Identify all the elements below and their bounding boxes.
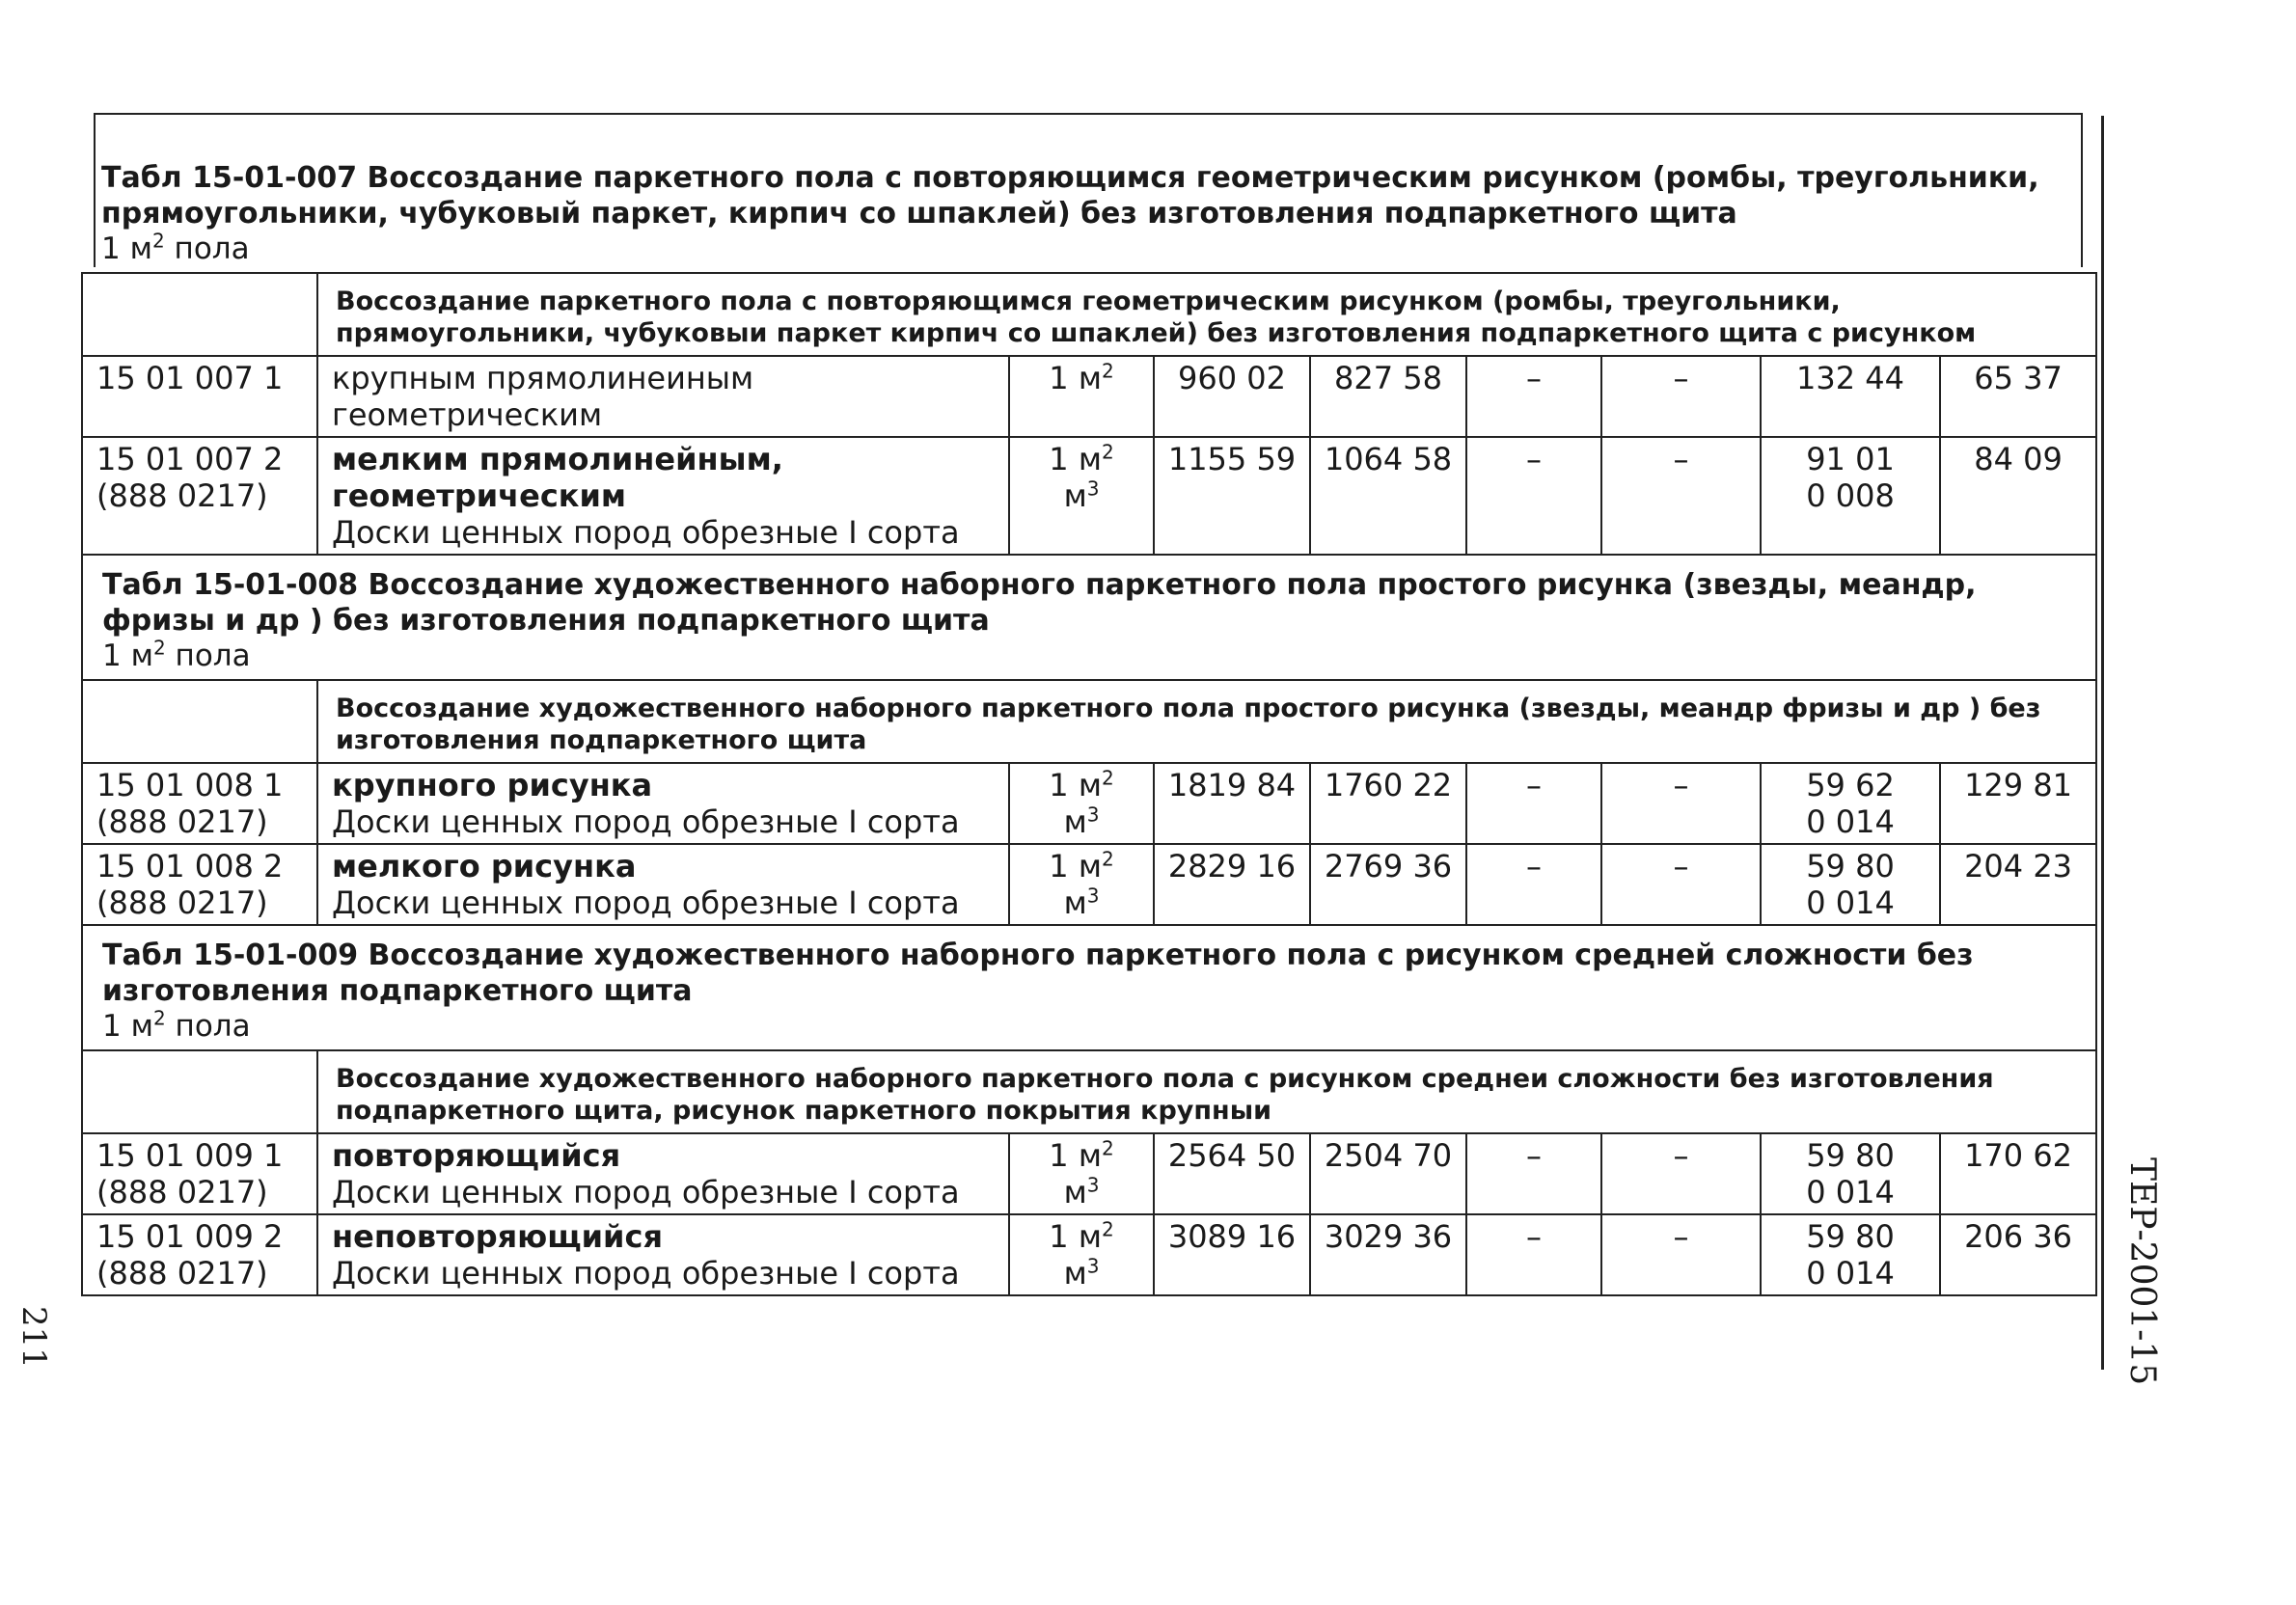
material-name: Доски ценных пород обрезные I сорта	[332, 1255, 960, 1292]
labor-cost: 170 62	[1964, 1137, 2073, 1174]
wage-cost-cell	[1310, 356, 1466, 437]
section-header-row	[82, 1050, 2096, 1133]
unit-secondary-base: м	[1063, 803, 1087, 840]
table-title-cell	[82, 925, 2096, 1050]
wage-cost-cell	[1310, 844, 1466, 925]
unit-primary-base: 1 м	[1049, 441, 1102, 477]
wage-cost: 1760 22	[1324, 767, 1453, 803]
rate-code: 15 01 007 2	[96, 441, 284, 477]
labor-cell	[1940, 356, 2096, 437]
work-name: мелким прямолинейным, геометрическим	[332, 441, 783, 514]
machine-cost-cell	[1466, 1214, 1601, 1295]
machine-cost: –	[1526, 441, 1542, 477]
measure-unit-exponent: 2	[152, 1006, 166, 1030]
labor-cost: 129 81	[1964, 767, 2073, 803]
frame-top-line	[94, 113, 2081, 115]
total-cost: 960 02	[1178, 360, 1286, 396]
code-cell	[82, 356, 317, 437]
machine-cost: –	[1526, 767, 1542, 803]
measure-unit-suffix: пола	[164, 231, 250, 266]
driver-wage-cell	[1601, 437, 1761, 555]
driver-wage-cell	[1601, 844, 1761, 925]
table-title: Табл 15-01-008 Воссоздание художественного наборного паркетного пола простого рисунка (звезды, меандр, фризы и др ) без изготовления подпаркетного щита	[102, 568, 1977, 638]
materials-cost: 59 80	[1806, 1218, 1895, 1255]
labor-cell	[1940, 437, 2096, 555]
material-name: Доски ценных пород обрезные I сорта	[332, 514, 960, 551]
labor-cost: 204 23	[1964, 848, 2073, 884]
table-title-row	[82, 145, 2096, 273]
table-title-cell	[82, 555, 2096, 680]
material-name: Доски ценных пород обрезные I сорта	[332, 884, 960, 921]
unit-cell	[1009, 437, 1154, 555]
section-header	[317, 680, 2096, 763]
total-cost: 2564 50	[1167, 1137, 1297, 1174]
unit-secondary-base: м	[1063, 1255, 1087, 1292]
unit-primary-exponent: 2	[1101, 766, 1114, 790]
section-header-text: Воссоздание художественного наборного паркетного пола простого рисунка (звезды, меандр фризы и др ) без изготовления подпаркетного щита	[336, 694, 2041, 755]
unit-primary-base: 1 м	[1049, 1218, 1102, 1255]
section-header-row	[82, 273, 2096, 356]
material-name: Доски ценных пород обрезные I сорта	[332, 803, 960, 840]
material-quantity: 0 014	[1806, 1255, 1895, 1292]
unit-secondary-exponent: 3	[1086, 802, 1100, 827]
driver-wage: –	[1673, 441, 1689, 477]
table-row	[82, 356, 2096, 437]
name-cell	[317, 437, 1009, 555]
wage-cost: 3029 36	[1324, 1218, 1453, 1255]
unit-primary-base: 1 м	[1049, 767, 1102, 803]
unit-cell	[1009, 356, 1154, 437]
materials-cost-cell	[1761, 437, 1940, 555]
total-cost: 1155 59	[1167, 441, 1297, 477]
table-title: Табл 15-01-009 Воссоздание художественного наборного паркетного пола с рисунком средней сложности без изготовления подпаркетного щита	[102, 939, 1974, 1008]
unit-cell	[1009, 844, 1154, 925]
unit-primary-exponent: 2	[1101, 359, 1114, 383]
code-cell	[82, 1133, 317, 1214]
driver-wage: –	[1673, 1137, 1689, 1174]
unit-secondary	[1010, 884, 1153, 921]
wage-cost: 2504 70	[1324, 1137, 1453, 1174]
wage-cost: 827 58	[1334, 360, 1442, 396]
unit-primary-exponent: 2	[1101, 1217, 1114, 1241]
unit-primary	[1010, 767, 1153, 803]
unit-secondary-base: м	[1063, 884, 1087, 921]
code-cell	[82, 1214, 317, 1295]
unit-cell	[1009, 763, 1154, 844]
section-header	[317, 273, 2096, 356]
unit-primary-exponent: 2	[1101, 847, 1114, 871]
work-name: неповторяющийся	[332, 1218, 663, 1255]
resource-code: (888 0217)	[96, 803, 268, 840]
measure-unit	[102, 1006, 2095, 1044]
labor-cell	[1940, 1133, 2096, 1214]
wage-cost-cell	[1310, 1133, 1466, 1214]
code-cell	[82, 844, 317, 925]
materials-cost-cell	[1761, 1133, 1940, 1214]
labor-cell	[1940, 763, 2096, 844]
material-quantity: 0 008	[1806, 477, 1895, 514]
unit-primary-exponent: 2	[1101, 440, 1114, 464]
machine-cost: –	[1526, 1218, 1542, 1255]
labor-cost: 84 09	[1974, 441, 2063, 477]
driver-wage-cell	[1601, 763, 1761, 844]
table-row	[82, 844, 2096, 925]
section-header-text: Воссоздание художественного наборного паркетного пола с рисунком среднеи сложности без изготовления подпаркетного щита, рисунок паркетного покрытия крупныи	[336, 1064, 1994, 1126]
measure-unit-exponent: 2	[152, 636, 166, 660]
materials-cost: 59 80	[1806, 1137, 1895, 1174]
section-header-row	[82, 680, 2096, 763]
wage-cost-cell	[1310, 1214, 1466, 1295]
resource-code: (888 0217)	[96, 884, 268, 921]
material-quantity: 0 014	[1806, 1174, 1895, 1211]
section-header-text: Воссоздание паркетного пола с повторяющимся геометрическим рисунком (ромбы, треугольники, прямоугольники, чубуковыи паркет кирпич со шпаклей) без изготовления подпаркетного щита с рисунком	[336, 286, 1977, 348]
total-cost-cell	[1154, 437, 1310, 555]
unit-primary-base: 1 м	[1049, 848, 1102, 884]
table-title: Табл 15-01-007 Воссоздание паркетного пола с повторяющимся геометрическим рисунком (ромбы, треугольники, прямоугольники, чубуковый паркет, кирпич со шпаклей) без изготовления подпаркетного щита	[101, 161, 2039, 231]
total-cost: 2829 16	[1167, 848, 1297, 884]
labor-cost: 65 37	[1974, 360, 2063, 396]
materials-cost: 59 62	[1806, 767, 1895, 803]
measure-unit-suffix: пола	[165, 639, 251, 673]
wage-cost: 2769 36	[1324, 848, 1453, 884]
name-cell	[317, 356, 1009, 437]
unit-secondary	[1010, 1174, 1153, 1211]
work-name: повторяющийся	[332, 1137, 621, 1174]
labor-cell	[1940, 1214, 2096, 1295]
materials-cost: 91 01	[1806, 441, 1895, 477]
document-code-label: ТЕР-2001-15	[2122, 1157, 2162, 1386]
total-cost-cell	[1154, 356, 1310, 437]
machine-cost-cell	[1466, 356, 1601, 437]
measure-unit-prefix: 1 м	[102, 1009, 153, 1044]
rate-code: 15 01 009 1	[96, 1137, 284, 1174]
total-cost-cell	[1154, 1214, 1310, 1295]
rates-table	[81, 145, 2097, 1296]
driver-wage-cell	[1601, 1133, 1761, 1214]
name-cell	[317, 844, 1009, 925]
measure-unit-prefix: 1 м	[102, 639, 153, 673]
binding-line	[2101, 116, 2104, 1370]
work-name: мелкого рисунка	[332, 848, 637, 884]
code-cell	[82, 437, 317, 555]
measure-unit-suffix: пола	[165, 1009, 251, 1044]
rate-code: 15 01 009 2	[96, 1218, 284, 1255]
wage-cost-cell	[1310, 437, 1466, 555]
rate-code: 15 01 008 2	[96, 848, 284, 884]
total-cost-cell	[1154, 844, 1310, 925]
rate-code: 15 01 008 1	[96, 767, 284, 803]
measure-unit-prefix: 1 м	[101, 231, 152, 266]
code-cell	[82, 763, 317, 844]
wage-cost: 1064 58	[1324, 441, 1453, 477]
materials-cost: 132 44	[1796, 360, 1904, 396]
machine-cost: –	[1526, 1137, 1542, 1174]
unit-secondary-exponent: 3	[1086, 884, 1100, 908]
blank-cell	[82, 273, 317, 356]
unit-secondary	[1010, 803, 1153, 840]
name-cell	[317, 1214, 1009, 1295]
resource-code: (888 0217)	[96, 1255, 268, 1292]
table-title-cell	[82, 145, 2096, 273]
material-quantity: 0 014	[1806, 884, 1895, 921]
unit-primary-base: 1 м	[1049, 1137, 1102, 1174]
unit-primary	[1010, 1137, 1153, 1174]
measure-unit	[101, 231, 2096, 266]
material-quantity: 0 014	[1806, 803, 1895, 840]
machine-cost: –	[1526, 360, 1542, 396]
measure-unit-exponent: 2	[151, 229, 165, 253]
resource-code: (888 0217)	[96, 477, 268, 514]
table-title-row	[82, 925, 2096, 1050]
labor-cell	[1940, 844, 2096, 925]
unit-primary-base: 1 м	[1049, 360, 1102, 396]
table-row	[82, 437, 2096, 555]
unit-primary	[1010, 1218, 1153, 1255]
driver-wage: –	[1673, 1218, 1689, 1255]
driver-wage: –	[1673, 767, 1689, 803]
unit-secondary	[1010, 1255, 1153, 1292]
name-cell	[317, 1133, 1009, 1214]
materials-cost-cell	[1761, 1214, 1940, 1295]
driver-wage-cell	[1601, 356, 1761, 437]
page-number: 211	[14, 1306, 53, 1369]
materials-cost-cell	[1761, 844, 1940, 925]
total-cost-cell	[1154, 763, 1310, 844]
machine-cost-cell	[1466, 1133, 1601, 1214]
table-row	[82, 1133, 2096, 1214]
table-title-row	[82, 555, 2096, 680]
driver-wage: –	[1673, 360, 1689, 396]
unit-primary-exponent: 2	[1101, 1136, 1114, 1160]
materials-cost: 59 80	[1806, 848, 1895, 884]
unit-secondary-base: м	[1063, 1174, 1087, 1211]
section-header	[317, 1050, 2096, 1133]
wage-cost-cell	[1310, 763, 1466, 844]
table-row	[82, 1214, 2096, 1295]
unit-cell	[1009, 1214, 1154, 1295]
unit-primary	[1010, 441, 1153, 477]
blank-cell	[82, 680, 317, 763]
work-name: крупного рисунка	[332, 767, 653, 803]
driver-wage: –	[1673, 848, 1689, 884]
unit-primary	[1010, 360, 1153, 396]
unit-cell	[1009, 1133, 1154, 1214]
rate-code: 15 01 007 1	[96, 360, 284, 396]
unit-secondary	[1010, 477, 1153, 514]
work-name: крупным прямолинеиным геометрическим	[332, 360, 754, 433]
materials-cost-cell	[1761, 763, 1940, 844]
unit-secondary-exponent: 3	[1086, 476, 1100, 501]
unit-primary	[1010, 848, 1153, 884]
material-name: Доски ценных пород обрезные I сорта	[332, 1174, 960, 1211]
machine-cost-cell	[1466, 437, 1601, 555]
unit-secondary-exponent: 3	[1086, 1254, 1100, 1278]
machine-cost-cell	[1466, 844, 1601, 925]
total-cost-cell	[1154, 1133, 1310, 1214]
total-cost: 3089 16	[1167, 1218, 1297, 1255]
total-cost: 1819 84	[1167, 767, 1297, 803]
machine-cost: –	[1526, 848, 1542, 884]
resource-code: (888 0217)	[96, 1174, 268, 1211]
materials-cost-cell	[1761, 356, 1940, 437]
driver-wage-cell	[1601, 1214, 1761, 1295]
labor-cost: 206 36	[1964, 1218, 2073, 1255]
unit-secondary-exponent: 3	[1086, 1173, 1100, 1197]
table-row	[82, 763, 2096, 844]
name-cell	[317, 763, 1009, 844]
measure-unit	[102, 636, 2095, 673]
machine-cost-cell	[1466, 763, 1601, 844]
blank-cell	[82, 1050, 317, 1133]
unit-secondary-base: м	[1063, 477, 1087, 514]
